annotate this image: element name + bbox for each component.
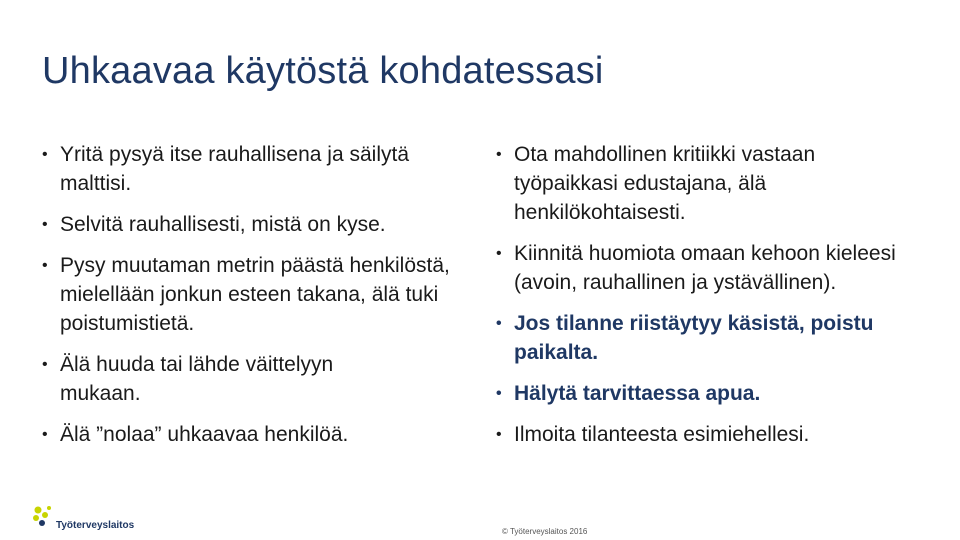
bullet-item <box>38 210 478 239</box>
bullet-dot: • <box>42 257 48 274</box>
bullet-text: Kiinnitä huomiota omaan kehoon kieleesi (avoin, rauhallinen ja ystävällinen). <box>514 242 896 294</box>
bullet-item <box>38 420 478 449</box>
bullet-text: Jos tilanne riistäytyy käsistä, poistu paikalta. <box>514 312 874 364</box>
bullet-text: Ota mahdollinen kritiikki vastaan työpaikkasi edustajana, älä henkilökohtaisesti. <box>514 143 816 224</box>
bullet-text: Hälytä tarvittaessa apua. <box>514 382 761 405</box>
copyright-text: © Työterveyslaitos 2016 <box>502 527 588 536</box>
bullet-dot: • <box>496 315 502 332</box>
bullet-dot: • <box>496 426 502 443</box>
bullet-dot: • <box>42 356 48 373</box>
bullet-dot: • <box>496 385 502 402</box>
tyoterveyslaitos-logo-icon <box>30 504 54 532</box>
bullet-item-emphasis <box>492 309 942 367</box>
bullet-dot: • <box>496 245 502 262</box>
bullet-text: Älä ”nolaa” uhkaavaa henkilöä. <box>60 423 349 446</box>
right-column <box>492 140 942 461</box>
bullet-text: Älä huuda tai lähde väittelyyn mukaan. <box>60 353 334 405</box>
bullet-item <box>38 251 470 338</box>
bullet-item-emphasis <box>492 379 942 408</box>
bullet-dot: • <box>496 146 502 163</box>
bullet-text: Yritä pysyä itse rauhallisena ja säilytä malttisi. <box>60 143 410 195</box>
bullet-item <box>38 140 460 198</box>
bullet-text: Ilmoita tilanteesta esimiehellesi. <box>514 423 810 446</box>
bullet-item <box>38 350 390 408</box>
left-column <box>38 140 478 461</box>
logo-text: Työterveyslaitos <box>56 519 135 531</box>
bullet-text: Selvitä rauhallisesti, mistä on kyse. <box>60 213 386 236</box>
bullet-item <box>492 239 942 297</box>
organization-logo <box>30 504 134 532</box>
bullet-item <box>492 420 942 449</box>
slide-title: Uhkaavaa käytöstä kohdatessasi <box>42 50 604 92</box>
bullet-dot: • <box>42 216 48 233</box>
bullet-text: Pysy muutaman metrin päästä henkilöstä, mielellään jonkun esteen takana, älä tuki poistumistietä. <box>60 254 450 335</box>
bullet-item <box>492 140 914 227</box>
bullet-dot: • <box>42 146 48 163</box>
bullet-dot: • <box>42 426 48 443</box>
